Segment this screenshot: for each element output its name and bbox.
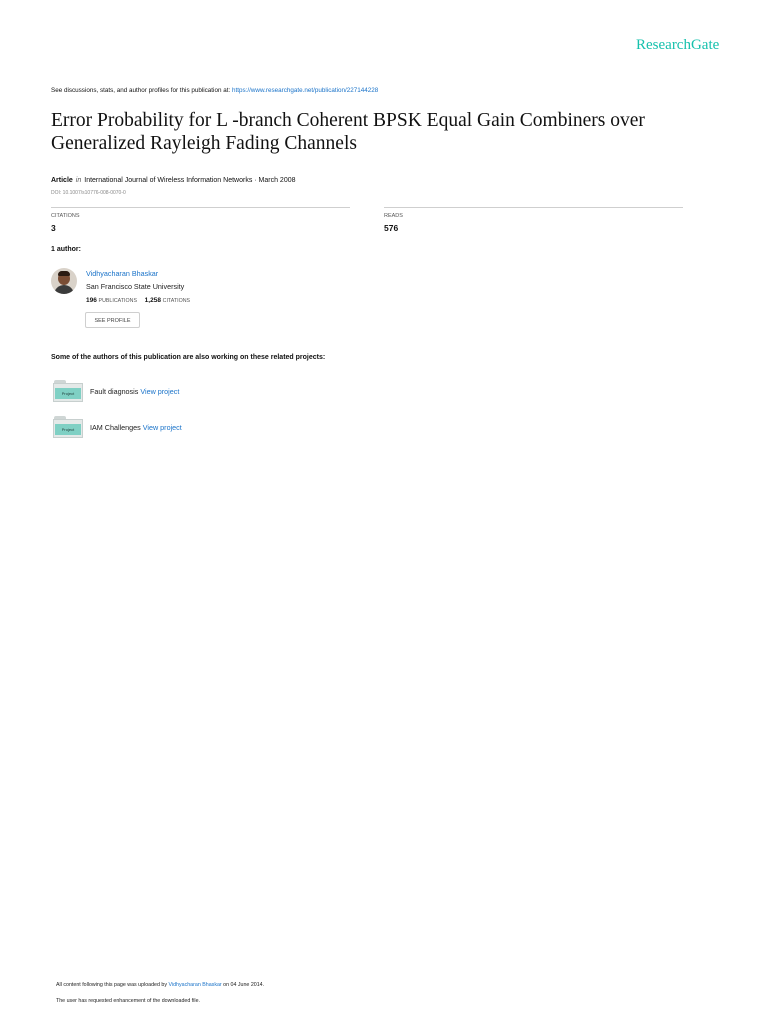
project-item	[90, 387, 179, 396]
project-badge: Project	[55, 388, 81, 399]
upload-prefix: All content following this page was uploaded by	[56, 982, 169, 988]
project-name: Fault diagnosis	[90, 387, 141, 396]
avatar-hair	[58, 271, 70, 276]
article-type: Article	[51, 177, 73, 184]
project-folder-icon	[53, 380, 83, 402]
upload-note	[56, 982, 264, 988]
author-publications-count: 196	[86, 297, 97, 304]
see-profile-button[interactable]: SEE PROFILE	[85, 312, 140, 328]
author-stats	[86, 297, 196, 304]
reads-label: READS	[384, 213, 403, 219]
author-citations-label: CITATIONS	[162, 298, 191, 304]
author-publications-label: PUBLICATIONS	[98, 298, 137, 304]
author-name-link[interactable]: Vidhyacharan Bhaskar	[86, 269, 159, 278]
project-name: IAM Challenges	[90, 423, 143, 432]
related-projects-heading: Some of the authors of this publication are also working on these related projects:	[51, 354, 326, 361]
article-venue: International Journal of Wireless Information Networks · March 2008	[84, 177, 296, 184]
article-in: in	[75, 177, 82, 184]
project-folder-icon	[53, 416, 83, 438]
view-project-link[interactable]: View project	[140, 387, 180, 396]
article-meta	[51, 177, 296, 184]
avatar-body	[54, 285, 74, 294]
view-project-link[interactable]: View project	[142, 423, 182, 432]
article-doi: DOI: 10.1007/s10776-008-0070-0	[51, 190, 126, 196]
discussion-line	[51, 87, 378, 94]
author-citations-count: 1,258	[144, 297, 161, 304]
researchgate-logo[interactable]: ResearchGate	[636, 37, 720, 53]
author-affiliation: San Francisco State University	[86, 282, 185, 291]
reads-divider	[384, 207, 683, 208]
project-item	[90, 423, 182, 432]
author-avatar[interactable]	[51, 268, 77, 294]
reads-value: 576	[384, 223, 399, 233]
discussion-prefix: See discussions, stats, and author profiles for this publication at:	[51, 87, 232, 94]
uploader-link[interactable]: Vidhyacharan Bhaskar	[168, 982, 222, 988]
citations-label: CITATIONS	[51, 213, 80, 219]
citations-value: 3	[51, 223, 56, 233]
enhancement-note: The user has requested enhancement of the downloaded file.	[56, 998, 200, 1004]
publication-title: Error Probability for L -branch Coherent BPSK Equal Gain Combiners over Generalized Rayleigh Fading Channels	[51, 110, 645, 154]
citations-divider	[51, 207, 350, 208]
upload-suffix: on 04 June 2014.	[221, 982, 265, 988]
publication-url-link[interactable]: https://www.researchgate.net/publication/227144228	[231, 87, 379, 94]
project-badge: Project	[55, 424, 81, 435]
authors-heading: 1 author:	[51, 246, 81, 253]
